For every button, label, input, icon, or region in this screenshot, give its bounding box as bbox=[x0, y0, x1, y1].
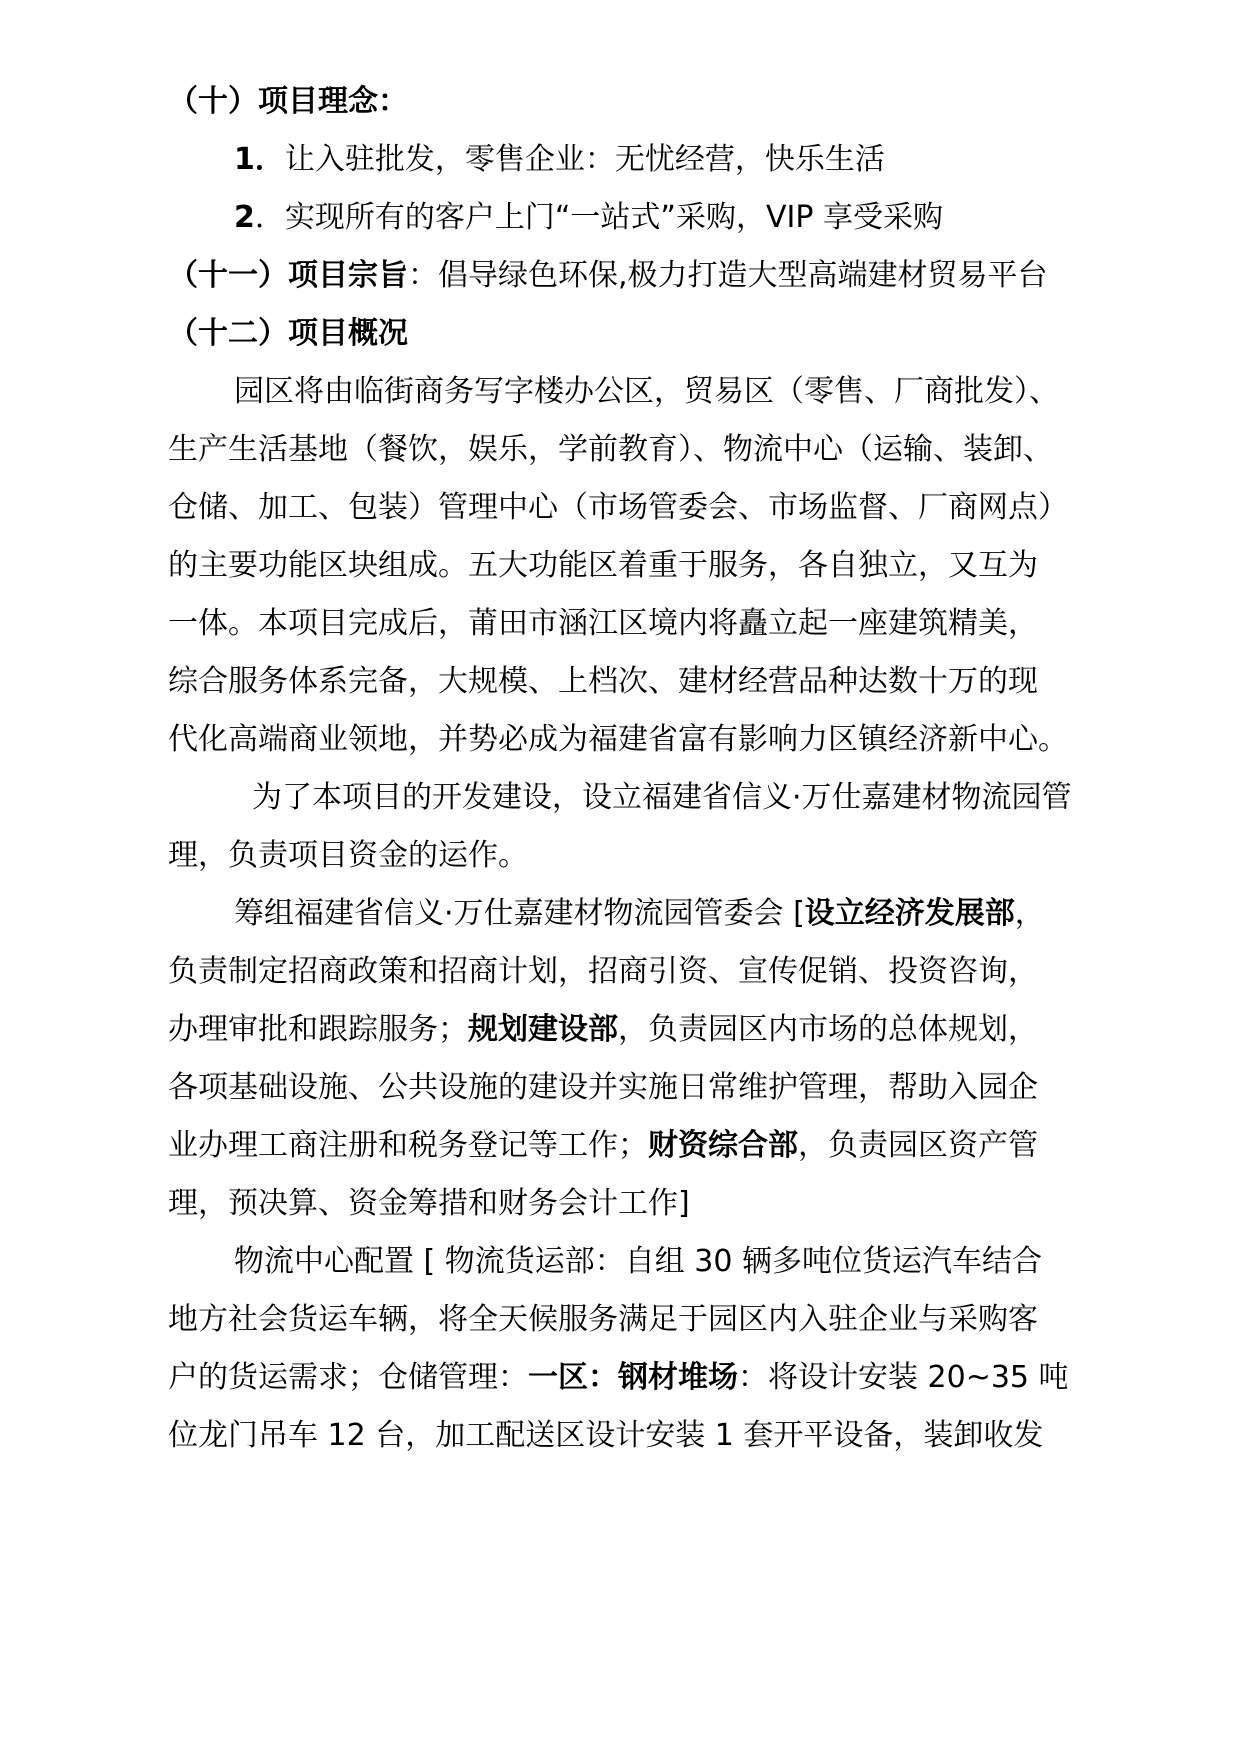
paragraph-line: 综合服务体系完备，大规模、上档次、建材经营品种达数十万的现 bbox=[168, 664, 1038, 699]
paragraph-line: 位龙门吊车 12 台，加工配送区设计安装 1 套开平设备，装卸收发 bbox=[168, 1418, 1044, 1453]
dept-economic-development: 设立经济发展部 bbox=[804, 896, 1015, 931]
paragraph-line: 理，预决算、资金筹措和财务会计工作] bbox=[168, 1186, 690, 1221]
zone-steel-yard: 一区：钢材堆场 bbox=[528, 1360, 738, 1395]
item-text: 让入驻批发，零售企业：无忧经营，快乐生活 bbox=[284, 142, 885, 177]
paragraph-line: 代化高端商业领地，并势必成为福建省富有影响力区镇经济新中心。 bbox=[168, 722, 1068, 757]
section-heading-11 bbox=[168, 256, 1048, 296]
dept-finance: 财资综合部 bbox=[648, 1128, 798, 1163]
paragraph-line: 筹组福建省信义·万仕嘉建材物流园管委会 [设立经济发展部， bbox=[234, 896, 1045, 931]
paragraph-line: 为了本项目的开发建设，设立福建省信义·万仕嘉建材物流园管 bbox=[252, 780, 1072, 815]
paragraph-line: 各项基础设施、公共设施的建设并实施日常维护管理，帮助入园企 bbox=[168, 1070, 1038, 1105]
heading-label: （十一）项目宗旨 bbox=[168, 258, 408, 293]
item-number: 1． bbox=[234, 142, 285, 177]
item-number: 2 bbox=[234, 200, 255, 235]
paragraph-line: 园区将由临街商务写字楼办公区，贸易区（零售、厂商批发）、 bbox=[234, 374, 1059, 409]
paragraph-line: 户的货运需求；仓储管理：一区：钢材堆场：将设计安装 20~35 吨 bbox=[168, 1360, 1069, 1395]
paragraph-line: 的主要功能区块组成。五大功能区着重于服务，各自独立，又互为 bbox=[168, 548, 1038, 583]
paragraph-line: 理，负责项目资金的运作。 bbox=[168, 838, 528, 873]
heading-text: ：倡导绿色环保,极力打造大型高端建材贸易平台 bbox=[408, 258, 1048, 293]
section-heading-10: （十）项目理念： bbox=[168, 84, 408, 119]
paragraph-line: 地方社会货运车辆，将全天候服务满足于园区内入驻企业与采购客 bbox=[168, 1302, 1038, 1337]
concept-item-1 bbox=[234, 140, 885, 180]
section-heading-12: （十二）项目概况 bbox=[168, 316, 408, 351]
paragraph-line: 仓储、加工、包装）管理中心（市场管委会、市场监督、厂商网点） bbox=[168, 490, 1068, 525]
dept-planning-construction: 规划建设部 bbox=[468, 1012, 618, 1047]
paragraph-line: 办理审批和跟踪服务；规划建设部，负责园区内市场的总体规划， bbox=[168, 1012, 1038, 1047]
paragraph-line: 物流中心配置 [ 物流货运部：自组 30 辆多吨位货运汽车结合 bbox=[234, 1244, 1043, 1279]
item-text: ．实现所有的客户上门“一站式”采购，VIP 享受采购 bbox=[254, 200, 943, 235]
concept-item-2 bbox=[234, 198, 943, 238]
paragraph-line: 负责制定招商政策和招商计划，招商引资、宣传促销、投资咨询， bbox=[168, 954, 1038, 989]
paragraph-line: 一体。本项目完成后，莆田市涵江区境内将矗立起一座建筑精美， bbox=[168, 606, 1038, 641]
paragraph-line: 业办理工商注册和税务登记等工作；财资综合部，负责园区资产管 bbox=[168, 1128, 1038, 1163]
paragraph-line: 生产生活基地（餐饮，娱乐，学前教育）、物流中心（运输、装卸、 bbox=[168, 432, 1053, 467]
